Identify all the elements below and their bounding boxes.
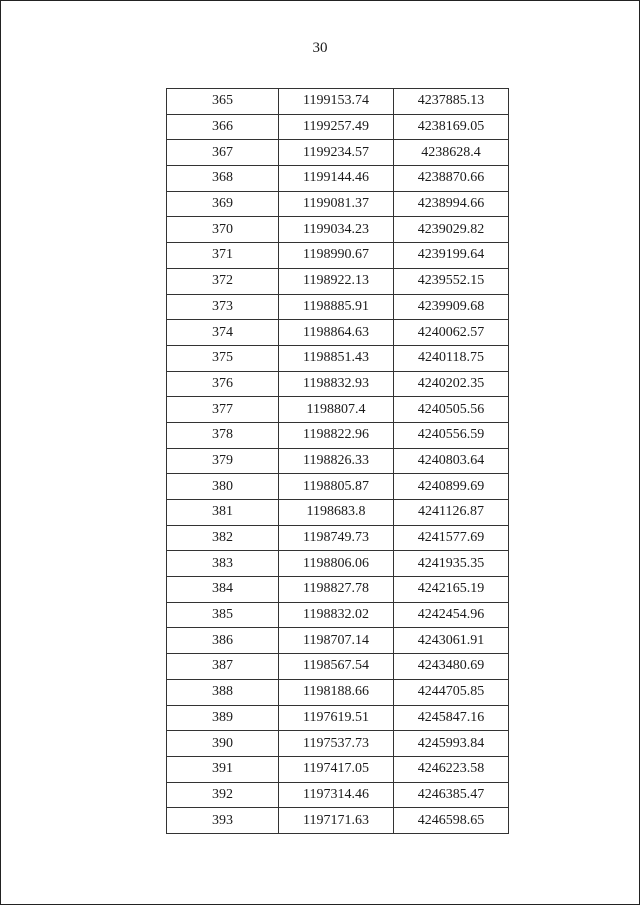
y-coordinate-cell: 4245847.16 <box>394 705 509 731</box>
table-row <box>167 731 509 757</box>
point-id-cell: 368 <box>167 166 279 192</box>
x-coordinate-cell: 1198707.14 <box>279 628 394 654</box>
table-row <box>167 474 509 500</box>
point-id-cell: 382 <box>167 525 279 551</box>
x-coordinate-cell: 1198826.33 <box>279 448 394 474</box>
page-number: 30 <box>312 40 328 56</box>
table-row <box>167 114 509 140</box>
y-coordinate-cell: 4238870.66 <box>394 166 509 192</box>
point-id-cell: 376 <box>167 371 279 397</box>
point-id-cell: 367 <box>167 140 279 166</box>
table-row <box>167 166 509 192</box>
x-coordinate-cell: 1198990.67 <box>279 243 394 269</box>
x-coordinate-cell: 1197619.51 <box>279 705 394 731</box>
table-row <box>167 140 509 166</box>
x-coordinate-cell: 1197537.73 <box>279 731 394 757</box>
x-coordinate-cell: 1198827.78 <box>279 577 394 603</box>
x-coordinate-cell: 1198851.43 <box>279 345 394 371</box>
x-coordinate-cell: 1198922.13 <box>279 268 394 294</box>
y-coordinate-cell: 4240118.75 <box>394 345 509 371</box>
point-id-cell: 387 <box>167 654 279 680</box>
x-coordinate-cell: 1198567.54 <box>279 654 394 680</box>
y-coordinate-cell: 4239552.15 <box>394 268 509 294</box>
x-coordinate-cell: 1198749.73 <box>279 525 394 551</box>
y-coordinate-cell: 4240899.69 <box>394 474 509 500</box>
point-id-cell: 377 <box>167 397 279 423</box>
y-coordinate-cell: 4237885.13 <box>394 89 509 115</box>
table-row <box>167 191 509 217</box>
x-coordinate-cell: 1198832.02 <box>279 602 394 628</box>
x-coordinate-cell: 1198188.66 <box>279 679 394 705</box>
table-row <box>167 551 509 577</box>
point-id-cell: 385 <box>167 602 279 628</box>
x-coordinate-cell: 1197171.63 <box>279 808 394 834</box>
y-coordinate-cell: 4239199.64 <box>394 243 509 269</box>
table-row <box>167 268 509 294</box>
y-coordinate-cell: 4243061.91 <box>394 628 509 654</box>
x-coordinate-cell: 1198807.4 <box>279 397 394 423</box>
table-row <box>167 243 509 269</box>
point-id-cell: 393 <box>167 808 279 834</box>
y-coordinate-cell: 4242454.96 <box>394 602 509 628</box>
y-coordinate-cell: 4239909.68 <box>394 294 509 320</box>
y-coordinate-cell: 4240202.35 <box>394 371 509 397</box>
point-id-cell: 388 <box>167 679 279 705</box>
x-coordinate-cell: 1197417.05 <box>279 756 394 782</box>
table-row <box>167 705 509 731</box>
y-coordinate-cell: 4243480.69 <box>394 654 509 680</box>
x-coordinate-cell: 1198832.93 <box>279 371 394 397</box>
table-row <box>167 782 509 808</box>
point-id-cell: 383 <box>167 551 279 577</box>
table-row <box>167 448 509 474</box>
table-row <box>167 756 509 782</box>
y-coordinate-cell: 4239029.82 <box>394 217 509 243</box>
coordinate-table <box>166 88 509 834</box>
point-id-cell: 373 <box>167 294 279 320</box>
point-id-cell: 374 <box>167 320 279 346</box>
y-coordinate-cell: 4245993.84 <box>394 731 509 757</box>
table-row <box>167 602 509 628</box>
point-id-cell: 369 <box>167 191 279 217</box>
table-row <box>167 320 509 346</box>
point-id-cell: 386 <box>167 628 279 654</box>
table-row <box>167 628 509 654</box>
y-coordinate-cell: 4238994.66 <box>394 191 509 217</box>
table-row <box>167 679 509 705</box>
x-coordinate-cell: 1198864.63 <box>279 320 394 346</box>
point-id-cell: 370 <box>167 217 279 243</box>
coordinate-table-body <box>167 89 509 834</box>
point-id-cell: 366 <box>167 114 279 140</box>
table-row <box>167 89 509 115</box>
table-row <box>167 422 509 448</box>
y-coordinate-cell: 4240505.56 <box>394 397 509 423</box>
point-id-cell: 371 <box>167 243 279 269</box>
point-id-cell: 392 <box>167 782 279 808</box>
point-id-cell: 375 <box>167 345 279 371</box>
table-row <box>167 371 509 397</box>
point-id-cell: 381 <box>167 500 279 526</box>
x-coordinate-cell: 1198683.8 <box>279 500 394 526</box>
x-coordinate-cell: 1199081.37 <box>279 191 394 217</box>
y-coordinate-cell: 4240556.59 <box>394 422 509 448</box>
point-id-cell: 390 <box>167 731 279 757</box>
table-row <box>167 397 509 423</box>
point-id-cell: 389 <box>167 705 279 731</box>
y-coordinate-cell: 4242165.19 <box>394 577 509 603</box>
y-coordinate-cell: 4246598.65 <box>394 808 509 834</box>
y-coordinate-cell: 4244705.85 <box>394 679 509 705</box>
y-coordinate-cell: 4241577.69 <box>394 525 509 551</box>
point-id-cell: 372 <box>167 268 279 294</box>
x-coordinate-cell: 1199153.74 <box>279 89 394 115</box>
table-row <box>167 808 509 834</box>
x-coordinate-cell: 1197314.46 <box>279 782 394 808</box>
table-row <box>167 654 509 680</box>
x-coordinate-cell: 1198805.87 <box>279 474 394 500</box>
x-coordinate-cell: 1199034.23 <box>279 217 394 243</box>
point-id-cell: 365 <box>167 89 279 115</box>
y-coordinate-cell: 4246385.47 <box>394 782 509 808</box>
x-coordinate-cell: 1199234.57 <box>279 140 394 166</box>
table-row <box>167 294 509 320</box>
table-row <box>167 525 509 551</box>
y-coordinate-cell: 4238169.05 <box>394 114 509 140</box>
table-row <box>167 345 509 371</box>
y-coordinate-cell: 4241935.35 <box>394 551 509 577</box>
point-id-cell: 379 <box>167 448 279 474</box>
x-coordinate-cell: 1198885.91 <box>279 294 394 320</box>
point-id-cell: 384 <box>167 577 279 603</box>
x-coordinate-cell: 1198806.06 <box>279 551 394 577</box>
y-coordinate-cell: 4238628.4 <box>394 140 509 166</box>
table-row <box>167 500 509 526</box>
x-coordinate-cell: 1198822.96 <box>279 422 394 448</box>
table-row <box>167 577 509 603</box>
point-id-cell: 391 <box>167 756 279 782</box>
point-id-cell: 378 <box>167 422 279 448</box>
table-row <box>167 217 509 243</box>
x-coordinate-cell: 1199144.46 <box>279 166 394 192</box>
y-coordinate-cell: 4241126.87 <box>394 500 509 526</box>
x-coordinate-cell: 1199257.49 <box>279 114 394 140</box>
y-coordinate-cell: 4240803.64 <box>394 448 509 474</box>
y-coordinate-cell: 4240062.57 <box>394 320 509 346</box>
y-coordinate-cell: 4246223.58 <box>394 756 509 782</box>
point-id-cell: 380 <box>167 474 279 500</box>
